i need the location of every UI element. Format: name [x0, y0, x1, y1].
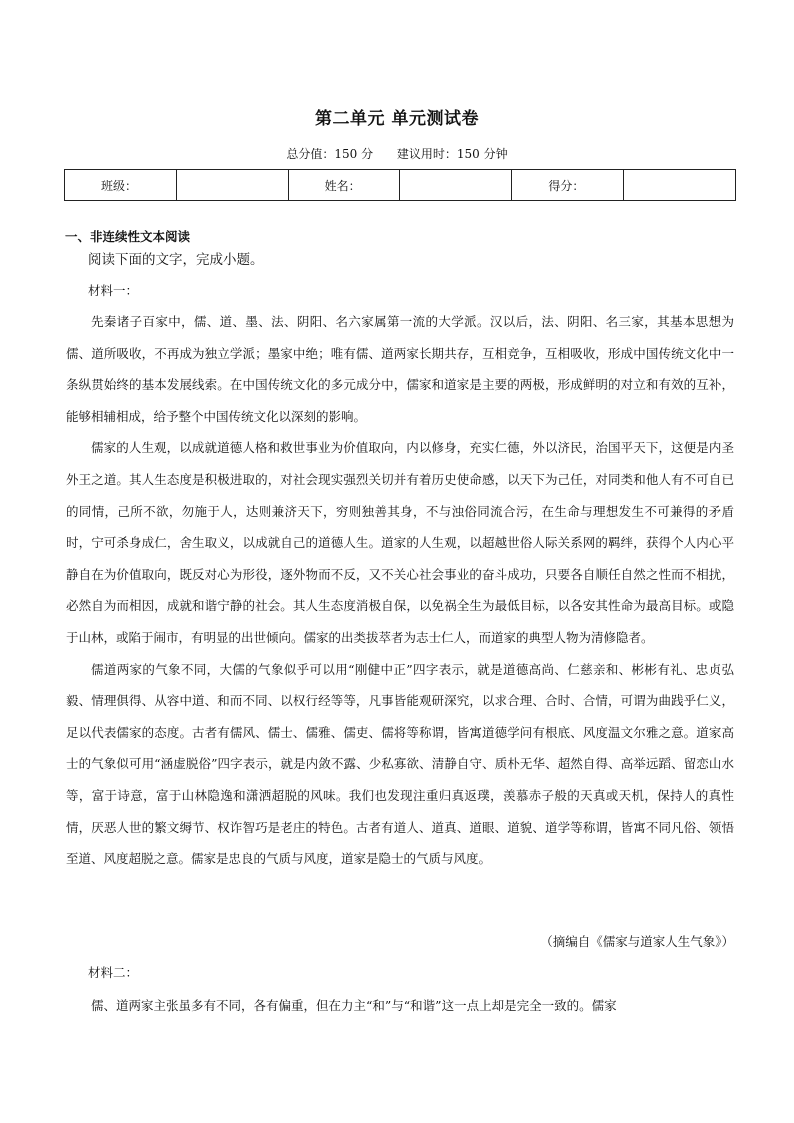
- suggested-time: 建议用时：150 分钟: [396, 147, 508, 161]
- material1-body: [66, 306, 734, 875]
- material1-label: 材料一：: [88, 283, 139, 298]
- name-field[interactable]: [400, 170, 512, 201]
- material2-label: 材料二：: [88, 965, 139, 980]
- paragraph: 儒、道两家主张虽多有不同，各有偏重，但在力主“和”与“和谐”这一点上却是完全一致的。儒家: [91, 998, 617, 1013]
- score-label: 得分：: [512, 170, 624, 201]
- class-field[interactable]: [176, 170, 288, 201]
- student-info-table: [64, 169, 736, 201]
- score-field[interactable]: [624, 170, 736, 201]
- name-label: 姓名：: [288, 170, 400, 201]
- paragraph: 先秦诸子百家中，儒、道、墨、法、阴阳、名六家属第一流的大学派。汉以后，法、阴阳、名三家，其基本思想为儒、道所吸收，不再成为独立学派；墨家中绝；唯有儒、道两家长期共存，互相竞争，互相吸收，形成中国传统文化中一条纵贯始终的基本发展线索。在中国传统文化的多元成分中，儒家和道家是主要的两极，形成鲜明的对立和有效的互补，能够相辅相成，给予整个中国传统文化以深刻的影响。: [66, 314, 734, 424]
- total-score: 总分值：150 分: [286, 147, 374, 161]
- paragraph: 儒家的人生观，以成就道德人格和救世事业为价值取向，内以修身，充实仁德，外以济民，治国平天下，这便是内圣外王之道。其人生态度是积极进取的，对社会现实强烈关切并有着历史使命感，以天下为己任，对同类和他人有不可自已的同情，己所不欲，勿施于人，达则兼济天下，穷则独善其身，不与浊俗同流合污，在生命与理想发生不可兼得的矛盾时，宁可杀身成仁，舍生取义，以成就自己的道德人生。道家的人生观，以超越世俗人际关系网的羁绊，获得个人内心平静自在为价值取向，既反对心为形役，逐外物而不反，又不关心社会事业的奋斗成功，只要各自顺任自然之性而不相扰，必然自为而相因，成就和谐宁静的社会。其人生态度消极自保，以免祸全生为最低目标，以各安其性命为最高目标。或隐于山林，或陷于闹市，有明显的出世倾向。儒家的出类拔萃者为志士仁人，而道家的典型人物为清修隐者。: [66, 440, 734, 645]
- instruction: 阅读下面的文字，完成小题。: [88, 252, 264, 268]
- paragraph: 儒道两家的气象不同，大儒的气象似乎可以用“刚健中正”四字表示，就是道德高尚、仁慈亲和、彬彬有礼、忠贞弘毅、情理俱得、从容中道、和而不同、以权行经等等，凡事皆能观研深究，以求合理、合时、合情，可谓为曲践乎仁义，足以代表儒家的态度。古者有儒风、儒士、儒雅、儒吏、儒将等称谓，皆寓道德学问有根底、风度温文尔雅之意。道家高士的气象似可用“涵虚脱俗”四字表示，就是内敛不露、少私寡欲、清静自守、质朴无华、超然自得、高举远蹈、留恋山水等，富于诗意，富于山林隐逸和潇洒超脱的风味。我们也发现注重归真返璞，羡慕赤子般的天真或天机，保持人的真性情，厌恶人世的繁文缛节、权诈智巧是老庄的特色。古者有道人、道真、道眼、道貌、道学等称谓，皆寓不同凡俗、领悟至道、风度超脱之意。儒家是忠良的气质与风度，道家是隐士的气质与风度。: [66, 661, 734, 867]
- material1-source: （摘编自《儒家与道家人生气象》）: [540, 934, 734, 949]
- section-title: 一、非连续性文本阅读: [65, 229, 191, 244]
- material2-body: [66, 990, 734, 1022]
- class-label: 班级：: [65, 170, 177, 201]
- page-title: 第二单元 单元测试卷: [315, 109, 479, 129]
- exam-meta: [0, 145, 794, 162]
